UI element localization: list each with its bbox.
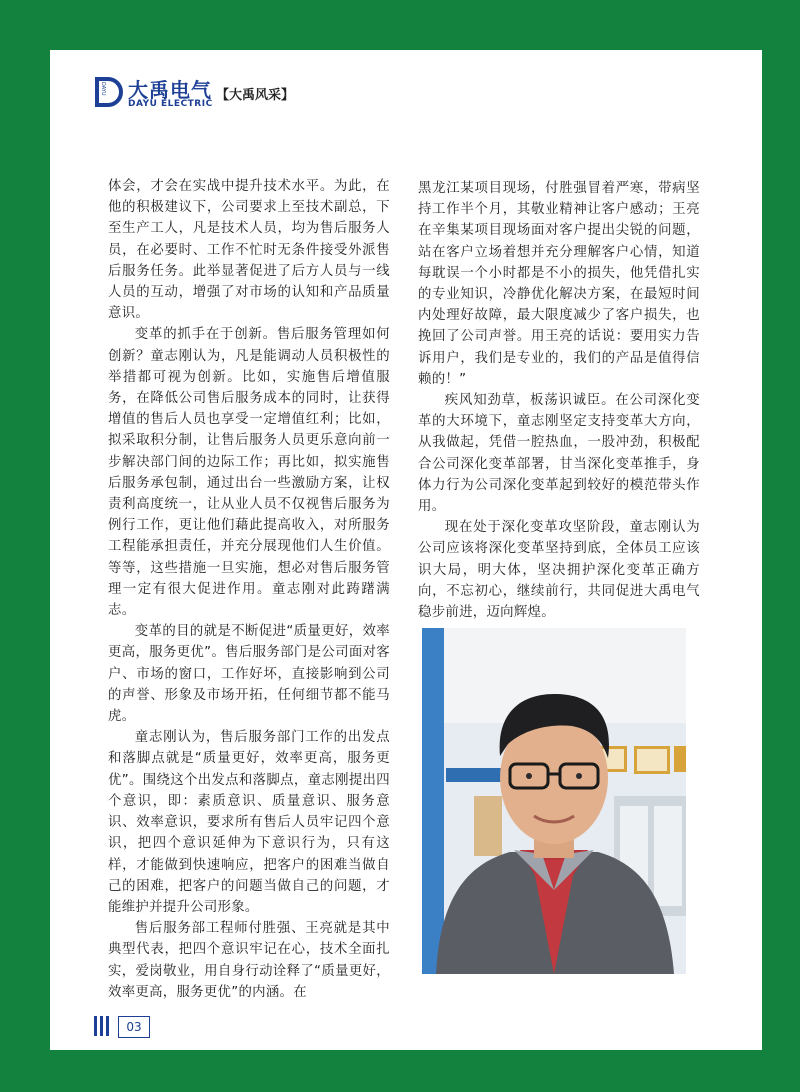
article-column-left (108, 176, 390, 1003)
paragraph: 变革的抓手在于创新。售后服务管理如何创新？童志刚认为，凡是能调动人员积极性的举措都可视为创新。比如，实施售后增值服务，在降低公司售后服务成本的同时，让获得增值的售后人员也享受一定增值红利；比如，拟采取积分制，让售后服务人员更乐意向前一步解决部门间的边际工作；再比如，拟实施售后服务承包制，通过出台一些激励方案，让权责利高度统一，让从业人员不仅视售后服务为例行工作，更让他们藉此提高收入，对所服务工程能承担责任，并充分展现他们人生价值。等等，这些措施一旦实施，想必对售后服务管理一定有很大促进作用。童志刚对此踌躇满志。 (108, 327, 390, 619)
dayu-logo-icon (94, 76, 124, 108)
paragraph: 现在处于深化变革攻坚阶段，童志刚认为公司应该将深化变革坚持到底，全体员工应该识大局，明大体，坚决拥护深化变革正确方向，不忘初心，继续前行，共同促进大禹电气稳步前进，迈向辉煌。 (418, 520, 700, 621)
portrait-photo (422, 628, 686, 974)
footer-bar-decoration (94, 1016, 97, 1036)
paragraph: 体会，才会在实战中提升技术水平。为此，在他的积极建议下，公司要求上至技术副总，下至生产工人，凡是技术人员，均为售后服务人员，在必要时、工作不忙时无条件接受外派售后服务任务。此举显著促进了后方人员与一线人员的互动，增强了对市场的认知和产品质量意识。 (108, 179, 390, 322)
portrait-illustration (422, 628, 686, 974)
svg-text:DAYU: DAYU (100, 82, 106, 96)
logo-chinese-name: 大禹电气 (128, 78, 212, 102)
article-column-right (418, 178, 700, 623)
logo-english-name: DAYU ELECTRIC (128, 99, 213, 109)
magazine-page (50, 50, 762, 1050)
section-title: 【大禹风采】 (216, 88, 295, 103)
paragraph: 疾风知劲草，板荡识诚臣。在公司深化变革的大环境下，童志刚坚定支持变革大方向，从我做起，凭借一腔热血，一股冲劲，积极配合公司深化变革部署，甘当深化变革推手，身体力行为公司深化变革起到较好的模范带头作用。 (418, 393, 700, 515)
page-number: 03 (118, 1016, 150, 1038)
footer-bar-decoration (100, 1016, 103, 1036)
footer-bar-decoration (106, 1016, 109, 1036)
paragraph: 黑龙江某项目现场，付胜强冒着严寒，带病坚持工作半个月，其敬业精神让客户感动；王亮在辛集某项目现场面对客户提出尖锐的问题，站在客户立场着想并充分理解客户心情，知道每耽误一个小时都是不小的损失，他凭借扎实的专业知识，冷静优化解决方案，在最短时间内处理好故障，最大限度减少了客户损失，也挽回了公司声誉。用王亮的话说：要用实力告诉用户，我们是专业的，我们的产品是值得信赖的！” (418, 181, 700, 387)
paragraph: 变革的目的就是不断促进“质量更好，效率更高，服务更优”。售后服务部门是公司面对客户、市场的窗口，工作好坏，直接影响到公司的声誉、形象及市场开拓，任何细节都不能马虎。 (108, 624, 390, 725)
paragraph: 童志刚认为，售后服务部门工作的出发点和落脚点就是“质量更好，效率更高，服务更优”。围绕这个出发点和落脚点，童志刚提出四个意识，即：素质意识、质量意识、服务意识、效率意识，要求所有售后人员牢记四个意识，把四个意识延伸为下意识行为，只有这样，才能做到快速响应，把客户的困难当做自己的困难，把客户的问题当做自己的问题，才能维护并提升公司形象。 (108, 730, 390, 915)
paragraph: 售后服务部工程师付胜强、王亮就是其中典型代表，把四个意识牢记在心，技术全面扎实，爱岗敬业，用自身行动诠释了“质量更好，效率更高，服务更优”的内涵。在 (108, 921, 390, 1000)
